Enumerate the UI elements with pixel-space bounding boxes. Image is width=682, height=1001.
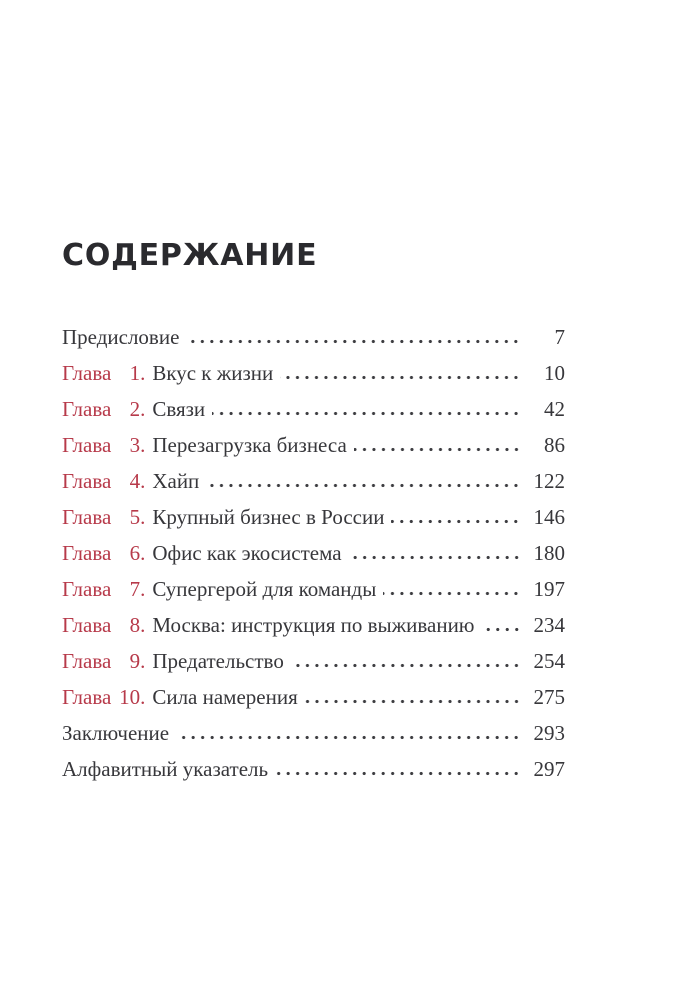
dot-leader xyxy=(349,551,521,564)
toc-entry-chapter-4 xyxy=(62,471,565,492)
entry-title: Заключение xyxy=(62,721,170,745)
toc-entry-chapter-2 xyxy=(62,399,565,420)
entry-title: Вкус к жизни xyxy=(152,361,274,385)
entry-title: Предательство xyxy=(152,649,284,673)
dot-leader xyxy=(305,695,521,708)
dot-leader xyxy=(354,443,521,456)
page-number: 7 xyxy=(554,325,565,349)
chapter-number: 9. xyxy=(129,649,146,673)
toc-entry-conclusion xyxy=(62,723,565,744)
chapter-label: Глава xyxy=(62,685,112,709)
entry-title: Предисловие xyxy=(62,325,180,349)
toc-entry-index xyxy=(62,759,565,780)
chapter-number: 3. xyxy=(129,433,146,457)
chapter-label: Глава xyxy=(62,361,112,385)
dot-leader xyxy=(383,587,521,600)
toc-entry-chapter-7 xyxy=(62,579,565,600)
toc-list xyxy=(62,327,565,780)
toc-entry-chapter-5 xyxy=(62,507,565,528)
dot-leader xyxy=(391,515,521,528)
page-number: 10 xyxy=(544,361,565,385)
chapter-label: Глава xyxy=(62,469,112,493)
chapter-number: 6. xyxy=(129,541,146,565)
entry-title: Офис как экосистема xyxy=(152,541,342,565)
page-number: 234 xyxy=(533,613,565,637)
page-number: 297 xyxy=(533,757,565,781)
dot-leader xyxy=(212,407,521,420)
entry-title: Крупный бизнес в России xyxy=(152,505,385,529)
chapter-label: Глава xyxy=(62,577,112,601)
dot-leader xyxy=(280,371,521,384)
dot-leader xyxy=(275,767,521,780)
toc-entry-chapter-8 xyxy=(62,615,565,636)
toc-entry-chapter-9 xyxy=(62,651,565,672)
chapter-number: 1. xyxy=(129,361,146,385)
dot-leader xyxy=(176,731,521,744)
entry-title: Сила намерения xyxy=(152,685,298,709)
page-number: 180 xyxy=(533,541,565,565)
page-number: 254 xyxy=(533,649,565,673)
toc-entry-chapter-10 xyxy=(62,687,565,708)
chapter-label: Глава xyxy=(62,397,112,421)
chapter-label: Глава xyxy=(62,541,112,565)
toc-content xyxy=(62,240,565,780)
toc-entry-chapter-1 xyxy=(62,363,565,384)
dot-leader xyxy=(206,479,521,492)
toc-entry-preface xyxy=(62,327,565,348)
chapter-number: 5. xyxy=(129,505,146,529)
page-number: 197 xyxy=(533,577,565,601)
page-number: 86 xyxy=(544,433,565,457)
toc-entry-chapter-6 xyxy=(62,543,565,564)
dot-leader xyxy=(291,659,521,672)
page-title: СОДЕРЖАНИЕ xyxy=(62,238,318,273)
dot-leader xyxy=(186,335,521,348)
chapter-label: Глава xyxy=(62,613,112,637)
chapter-label: Глава xyxy=(62,505,112,529)
chapter-number: 7. xyxy=(129,577,146,601)
entry-title: Алфавитный указатель xyxy=(62,757,269,781)
chapter-number: 10. xyxy=(119,685,146,709)
entry-title: Супергерой для команды xyxy=(152,577,377,601)
chapter-number: 2. xyxy=(129,397,146,421)
entry-title: Связи xyxy=(152,397,206,421)
dot-leader xyxy=(482,623,522,636)
page-number: 293 xyxy=(533,721,565,745)
page-number: 146 xyxy=(533,505,565,529)
chapter-label: Глава xyxy=(62,649,112,673)
entry-title: Перезагрузка бизнеса xyxy=(152,433,347,457)
entry-title: Хайп xyxy=(152,469,200,493)
chapter-number: 8. xyxy=(129,613,146,637)
chapter-label: Глава xyxy=(62,433,112,457)
page-number: 42 xyxy=(544,397,565,421)
entry-title: Москва: инструкция по выживанию xyxy=(152,613,475,637)
chapter-number: 4. xyxy=(129,469,146,493)
page-number: 122 xyxy=(533,469,565,493)
toc-entry-chapter-3 xyxy=(62,435,565,456)
page-number: 275 xyxy=(533,685,565,709)
